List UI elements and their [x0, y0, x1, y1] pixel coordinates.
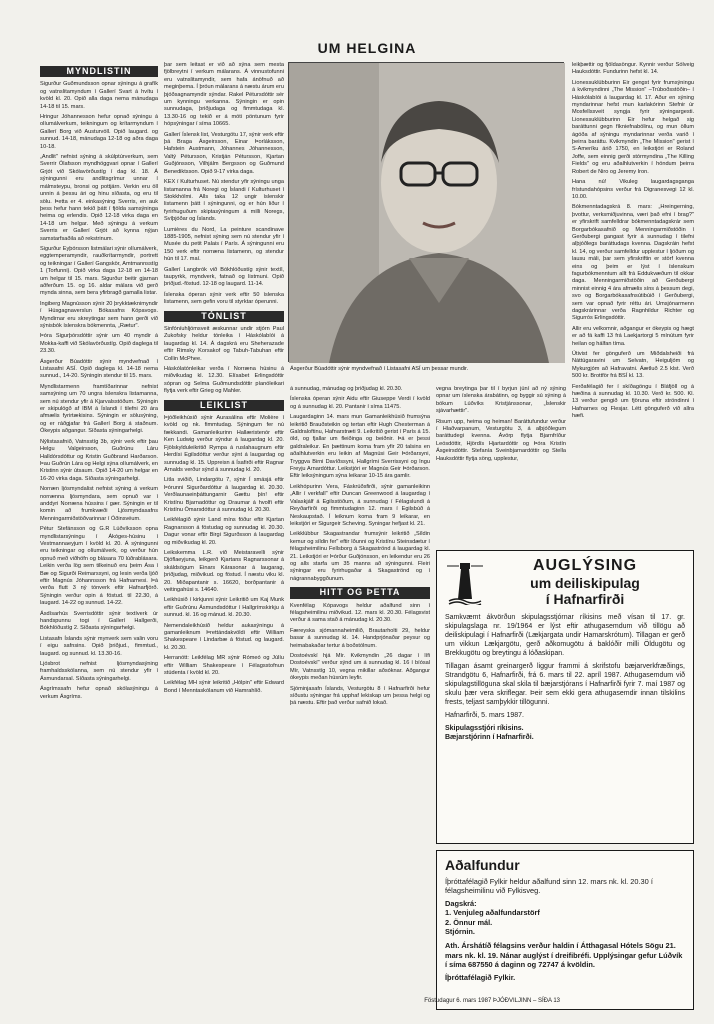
ad2-sign: Stjórnin.: [445, 927, 475, 937]
article-paragraph: leikþættir og fjöldasöngur. Kynnir verður Sólveig Hauksdóttir. Fundurinn hefst kl. 14.: [572, 62, 694, 76]
ad2-sign2: Íþróttafélagið Fylkir.: [445, 972, 516, 982]
column-2: [164, 62, 284, 1000]
article-paragraph: Nýlistasafnið, Vatnsstíg 3b, sýnir verk eftir þau Helgu Valgeirsson, Guðrúnu Láru Halldórsdóttur og Kristin Guðbrand Harðarson. Þau Guðrún Lára og Helgi sýna olíumálverk, en Kristinn sýnir útsaum. Opið 14-20 um helgar en 16-20 virka daga. Síðasta sýningarhelgi.: [40, 438, 158, 482]
article-paragraph: Risum upp, heima og heiman! Baráttufundur verður í Hlaðvarpanum, Vesturgötu 3, á alþjóðlegum baráttudegi kvenna. Ávörp flytja Bjarnfríður Leósdóttir, Hjördís Hjartardóttir og Þóra Kristín Ásgeirsdóttir. Stefanía Sveinbjarnardóttir og Stella Hauksdóttir flytja söng, upplestur,: [436, 418, 566, 462]
article-paragraph: Leikhúsið í kirkjunni sýnir Leikritið um Kaj Munk eftir Guðrúnu Ásmundsdóttur í Hallgrímskirkju á sunnud. kl. 16 og mánud. kl. 20.30.: [164, 597, 284, 619]
column-1-text: [40, 81, 158, 701]
article-paragraph: Ljósbrot nefnist ljósmyndasýning framhaldsskólanna, sem nú stendur yfir í Ásmundarsal. Síðasta sýningarhelgi.: [40, 661, 158, 682]
article-paragraph: Nemendaleikhúsið heldur aukasýningu á gamanleiknum Þrettándakvöldi eftir William Shakespeare í Lindarbæ á föstud. og laugard. kl. 20.30.: [164, 622, 284, 651]
article-paragraph: Norræn ljósmyndalist nefnist sýning á verkum norrænna ljósmyndara, sem opnuð var í anddyri Norræna hússins í gær. Sýningin er til komin að frumkvæði Ljósmyndasafns Menningarmiðstöðvarinnar í Óðinsvéum.: [40, 486, 158, 522]
ad2-note: Ath. Árshátíð félagsins verður haldin í Átthagasal Hótels Sögu 21. mars nk. kl. 19. Nánar auglýst í dreifibréfi. Upplýsingar gefur Lúðvík í síma 687550 á daginn og 72747 á kvöldin.: [445, 941, 683, 970]
ad-subheading-2: í Hafnarfirði: [545, 591, 625, 607]
article-paragraph: Hana nú! Vikuleg laugardagsganga frístundahópsins verður frá Digranesvegi 12 kl. 10.00.: [572, 179, 694, 200]
article-paragraph: Laugardaginn 14. mars mun Gamanleikhúsið frumsýna leikritið Brauðsteikin og tertan eftir Hugh Chesterman á Galdraloftinu, Hafnarstræti 9. Leikritið gerist í París á 15. öld, og fjallar um fleiðinga og beiðnir. Þá er þessi galdraleikur. En þættinum koma fram yfir 20 talsins en aðalhlutverkin eru leikin af Magnúsi Geir Þórðarsyni, Tryggva Birni Davíðssyni, Hallgrími Sverrissyni og Ingu Freyju Arnardóttur. Leikstjóri er Magnús Geir Þórðarson. Eftir leiksýningum sýna leikarar 10-15 ára gamlir.: [290, 414, 430, 480]
section-heading-hitt-og-thetta: HITT OG ÞETTA: [290, 587, 430, 598]
article-paragraph: Ásgerður Búadóttir sýnir myndvefnað í Listasafni ASÍ. Opið daglega kl. 14-18 nema sunnud., 14-20. Sýningin stendur til 15. mars.: [40, 358, 158, 380]
article-paragraph: Íslenska óperan sýnir verk eftir 50 íslenska listamenn, sem gefin voru til styrktar óperunni.: [164, 291, 284, 306]
article-paragraph: Bókmenntadagskrá 8. mars: „Hreingerning, þvottur, verksmiðjuvinna, væri það efni í brag?" er yfirskrift samfelldrar bókmenntadagskrár sem Borgarbókasafnið og Menningarmiðstöðin í Gerðubergi gangast fyrir á sunnudag í tilefni alþjóðlegs baráttudags kvenna. Dagskráin hefst kl. 14, og verður samfelldur upplestur í ljóðum og lausu máli, þar sem yfirskriftin er störf kvenna eins og þeim er lýst í íslenskum fagurbókmenntum allt frá Eddukvæðum til okkar daga. Menningarmiðstöðin að Gerðubergi minnist einnig 4 ára afmælis síns á þessum degi, svo og Borgarbókasafnsútibúið í Gerðubergi, sem var opnað fyrir réttu ári. Umsjónarmenn dagskrárinnar verða Ragnhildur Richter og Sigurrós Erlingsdóttir.: [572, 204, 694, 322]
advertisement-deiliskipulag: [436, 550, 694, 844]
ad2-agenda-item: 2. Önnur mál.: [445, 917, 493, 927]
article-paragraph: Leikfélagið sýnir Land míns föður eftir Kjartan Ragnarsson á föstudag og sunnudag kl. 20.30. Dagur vonar eftir Birgi Sigurðsson á laugardag og miðvikudag kl. 20.: [164, 517, 284, 546]
column-2-text-tonlist: [164, 326, 284, 396]
article-paragraph: Ásdísarhús Sverrisdóttir sýnir textíverk úr handspunnu togi í Gallerí Hallgerði, Bókhlöðustíg 2. Síðasta sýningarhelgi.: [40, 610, 158, 632]
column-5-text: [572, 62, 694, 421]
column-2-text-leiklist: [164, 415, 284, 695]
article-paragraph: Sigurður Eyþórsson listmálari sýnir olíumálverk, eggtemperamyndir, rauðkrítarmyndir, portrett og teikningar í Gallerí Gangskör, Amtmannsstíg 1 (Torfunni). Opið virka daga 12-18 en 14-18 um helgar til 15. mars. Sigurður beitir gjarnan aðferðum 15. og 16. aldar málara við gerð mynda sinna, sem bera yfirbragð gamalla listar.: [40, 245, 158, 297]
article-paragraph: Leikklúbbur Skagastrandar frumsýnir leikritið „Síldin kemur og síldin fer" eftir Iðunni og Kristínu Steinsdætur í félagsheimilinu Fellsborg á Skagaströnd á laugardag kl. 21. Leikstjóri er Þórður Guðjónsson, en leikendur eru 26 og alls starfa um 35 manns að sýningunni. Fleiri sýningar eru fyrirhugaðar á Skagaströnd og í nágrannabyggðunum.: [290, 531, 430, 582]
column-3: [290, 386, 430, 998]
column-2-text: [164, 62, 284, 307]
article-paragraph: Sjóminjasafn Íslands, Vesturgötu 8 í Hafnarfirði hefur síðustu sýningar frá upphaf lekiskap um þessa helgi og þá næstu. Eftir það verður safnið lokað.: [290, 685, 430, 707]
article-paragraph: KEX í Kulturhuset. Nú stendur yfir sýningu unga listamanna frá Noregi og Íslandi í Kulturhuset í Stokkhólmi. Alls taka 12 ungir íslenskir listamenn þátt í sýningunni, og er hún liður í fyrirhuguðum skiptasýningum á milli Noregs, Svíþjóðar og Íslands.: [164, 179, 284, 223]
ad-subheading-1: um deiliskipulag: [530, 575, 640, 591]
portrait-illustration: [289, 63, 565, 363]
article-paragraph: „Andlit" nefnist sýning á skúlptúrverkum, sem Sverrir Ólafsson myndhöggvari opnar í Gallerí Grjót við Skólavörðustíg í dag kl. 18. Á sýningunni eru andlitsgrímur unnar í málmsteypu, bronsi og pottjárn. Verkin eru öll unnin á þessu ári og hinu síðasta, og eru til sölu. Þetta er 4. einkasýning Sverris, en auk þess hefur hann tekið þátt í fjölda samsýninga heima og erlendis. Opið 12-18 virka daga en 14-18 um helgar. Með sýningu á verkum Sverris er Gallerí Grjót að kynna nýjan samstarfsaðila að rekstrinum.: [40, 154, 158, 242]
article-paragraph: Myndlistarmenn framtíðarinnar nefnist samsýning um 70 ungra íslenskra listamanna, sem nú stendur yfir á Kjarvalsstöðum. Sýningin er skipulögð af IBM á Íslandi í tilefni 20 ára afmælis fyrirtækisins. Sýningin er sölusýning, og er ráðgjafar frá Gallerí Borg á staðnum. Ókeypis aðgangur. Síðasta sýningarhelgi.: [40, 383, 158, 435]
article-paragraph: Sinfóníuhljómsveit æskunnar undir stjórn Paul Zukofsky heldur tónleika í Háskólabíói á laugardag kl. 14. Á dagskrá eru Sheherazade eftir Rimsky Korsakof og Tabuh-Tabuhan eftir Collin McPhee.: [164, 326, 284, 362]
portrait-photo: [288, 62, 564, 362]
article-paragraph: Hringur Jóhannesson hefur opnað sýningu á olíumálverkum, teikningum og krítarmyndum í Gallerí Borg við Austurvöll. Opið laugard. og sunnud. 14-18, mánudaga 12-18 og aðra daga 10-18.: [40, 114, 158, 150]
ad-heading: AUGLÝSING: [532, 557, 638, 574]
section-heading-tonlist: TÓNLIST: [164, 311, 284, 322]
ad-signature: Bæjarstjórinn í Hafnarfirði.: [445, 734, 534, 741]
article-paragraph: Leikskemma L.R. við Meistaravelli sýnir Djöflaeyjuna, leikgerð Kjartans Ragnarssonar á skáldsögum Einars Kárasonar á laugarag, þriðjudag, miðvikud. og föstud. Í næstu viku kl. 20. Miðapantanir s. 16620, borðpantanir á veitingahúsi s. 14640.: [164, 549, 284, 593]
ad2-heading: Aðalfundur: [445, 857, 520, 873]
article-paragraph: Útivist fer gönguferð um Miðdalsheiði frá Náttúgaravini um Selvatn, Heiguljóm og Mykurgjóm að Hafravatni. Áætluð 2.5 klst. Verð 500 kr. Brottför frá BSÍ kl. 13.: [572, 351, 694, 380]
article-paragraph: Þóra Sigurþórsdóttir sýnir um 40 myndir á Mokka-kaffi við Skólavörðustíg. Opið daglega til 23.30.: [40, 333, 158, 355]
ad-paragraph: Tillagan ásamt greinargerð liggur frammi á skrifstofu bæjarverkfræðings, Strandgötu 6, Hafnarfirði, frá 6. mars til 22. apríl 1987. Athugasemdum við skipulagstillöguna skal skila til bæjarstjórans í Hafnarfirði fyrir 7. maí 1987 og skulu þær vera skriflegar. Þeir sem ekki gera athugasemdir innan tilskilins frests, teljast samþykkir tillögunni.: [445, 663, 685, 706]
ad-paragraph: Hafnarfirði, 5. mars 1987.: [445, 712, 524, 719]
ad-paragraph: Samkvæmt ákvörðun skipulagsstjórnar ríkisins með vísan til 17. gr. skipulagslaga nr. 19/1964 er lýst eftir athugasemdum við tillögu að deiliskipulagi í Hafnarfirði (Lækjargata undir Hamarskrótum). Tillagan er gerð um vikkun Lækjargötu, gerð aðkomugötu á baklóðir milli Öldugötu og Brekkugötu og breytingu á lóðaskipan.: [445, 614, 685, 657]
lighthouse-icon: [447, 559, 483, 605]
article-paragraph: Lumières du Nord, La peinture scandinave 1885-1905, nefnist sýning sem nú stendur yfir í Musée du petit Palais í París. Á sýningunni eru 150 verk eftir norræna listamenn, og stendur hún til 17. maí.: [164, 226, 284, 263]
article-paragraph: Gallerí Íslensk list, Vesturgötu 17, sýnir verk eftir þá Braga Ásgeirsson, Einar Þorláksson, Hafstein Austmann, Jóhannes Jóhannesson, Valtý Pétursson, Kristján Pétursson, Kjartan Guðjónsson, Vilhjálm Bergsson og Guðmund Benediktsson. Opið 9-17 virka daga.: [164, 131, 284, 175]
article-paragraph: Færeyska sjómannaheimilið, Brautarholti 29, heldur basar á sunnudag kl. 14. Handprjónaðar peysur og heimabakaðar tertur á boðstólnum.: [290, 627, 430, 649]
article-paragraph: Ingiberg Magnússon sýnir 20 þrykktæknimyndir í Húsgagnaverslun Bókasafns Kópavogs. Myndirnar eru skreytingar sem hann gerði við sýnisbók íslenskra bókmennta, „Rætur".: [40, 300, 158, 329]
column-1: [40, 62, 158, 1000]
section-heading-myndlistin: MYNDLISTIN: [40, 66, 158, 77]
article-paragraph: Litla sviðið, Lindargötu 7, sýnir Í smásjá eftir Þórunni Sigurðardóttur á laugardag kl. 20.30. Verðlaunaeinþáttungarnir Gættu þín! eftir Kristínu Bjarnadóttur og Draumar á hvolfi eftir Kristínu Ómarsdóttur á sunnudag kl. 20.30.: [164, 477, 284, 513]
article-paragraph: Gallerí Langbrók við Bókhlöðustíg sýnir textíl, taupyrkk, myndverk, fatnað og listmuni. Opið þriðjud.-föstud. 12-18 og laugard. 11-14.: [164, 266, 284, 288]
article-paragraph: Allir eru velkomnir, aðgangur er ókeypis og hægt er að fá kaffi 13 frá Laekjartorgi 5 mínútum fyrir heilan og hálfan tíma.: [572, 325, 694, 347]
section-heading-leiklist: LEIKLIST: [164, 400, 284, 411]
article-paragraph: Leikhópurinn Vera, Fáskrúðsfirði, sýnir gamanleikinn „Allir í verkfall" eftir Duncan Greenwood á laugardag í Valaskjálf á Egilsstöðum, á sunnudag í Félagslundi á Reyðarfirði og fimmtudaginn 12. mars í Egilsbúð á Neskaupstað. Í leiknum koma fram 9 leikarar, en leikstjóri er Sigurgeir Scheving. Syningar hefjast kl. 21.: [290, 483, 430, 527]
column-4-text: [436, 386, 566, 463]
ad2-agenda-item: 1. Venjuleg aðalfundarstörf: [445, 908, 540, 918]
ad2-intro: Íþróttafélagið Fylkir heldur aðalfund sinn 12. mars nk. kl. 20.30 í félagsheimilinu við Fylkisveg.: [445, 877, 653, 896]
article-paragraph: Háskólatónleikar verða í Norræna húsinu á miðvikudag kl. 12.30. Elísabet Erlingsdóttir sópran og Selma Guðmundsdóttir píanóleikari flytja verk eftir Grieg og Mahler.: [164, 366, 284, 395]
column-5: [572, 62, 694, 546]
article-paragraph: þar sem leitast er við að sýna sem mesta fjölbreytni í verkum málarans. Á vinnustofunni eru vatnslitamyndir, sem hafa ánöfnuð að meginþema. Í þróun málarans á næstu árum eru þjóðsagnamyndir sýndar. Rakel Pétursdóttir sér um kynningu verkanna. Sýningin er opin sunnudaga, þriðjudaga og fimmtudaga kl. 13.30-16 og tekið er á móti pöntunum fyrir hópsýningar í síma 10665.: [164, 62, 284, 128]
column-3-text-hitt: [290, 603, 430, 708]
article-paragraph: vegna breytinga þar til í byrjun júní að ný sýning opnar um íslenska árabátinn, og byggir sú sýning á bókum Lúðvíks Kristjánssonar, „Íslenskir sjávarhættir".: [436, 386, 566, 415]
column-3-text: [290, 386, 430, 583]
article-paragraph: Listasafn Íslands sýnir mynverk sem valin voru í eigu safnsins. Opið þriðjud., fimmtud., laugard. og sunnud. kl. 13.30-16.: [40, 635, 158, 657]
article-paragraph: Íslenska óperan sýnir Aidu eftir Giuseppe Verdi í kvöld og á sunnudag kl. 20. Pantanir í síma 11475.: [290, 396, 430, 410]
column-4: [436, 386, 566, 546]
article-paragraph: Lionessuklúbburinn Eir gengst fyrir frumsýningu á kvikmyndinni „The Mission" –Trúboðsstöðin– í Háskólabíói á laugardag kl. 17. Aður en sýning myndarinnar hefst mun karlakórinn Stefnir úr Mosfellssveit syngja fyrir sýningargesti. Lionessuklúbburinn Eir hefur helgað sig baráttunni gegn fíkniefnabölinu, og mun öllum ágóða af sýningu myndarinnar verða varið í þeirra baráttu. Kvikmyndin „The Mission" gerist í S-Ameríku árið 1750, en leikstjóri er Roland Joffe, sem einnig gerði stórmyndina „The Killing Fields" og eru aðalhlutverkin í höndum þeirra Robert de Niro og Jeremy Iron.: [572, 79, 694, 175]
article-paragraph: Pétur Stefánsson og G.R Lúðvíksson opna myndlistarsýningu í Ákóges-húsinu í Vestmannaeyjum í kvöld kl. 20. Á sýningunni eru teikningar og olíumálverk, og verður hún opnuð með viðhöfn og blásara 70 lúðrablásara. Leikin verða lög sem tilkeinuð eru þeim Ása í Bæ og Sigurði Reimarssyni, og lesin verða ljóð eftir Magnús Jóhannsson frá Hafnarnesi. Þá verða flutt 3 ný tónverk eftir Hafnarfjörð. Sýningin verður opin á föstud. til 22.30, á laugard. 14-22 og sunnud. 14-22.: [40, 526, 158, 607]
photo-caption: Ásgerður Búadóttir sýnir myndvefnað í Listasafni ASÍ um þessar mundir.: [290, 366, 469, 372]
article-paragraph: Leikfélag MH sýnir leikritið „Hólpin" eftir Edward Bond í Menntaskólanum við Hamrahlíð.: [164, 680, 284, 694]
page-title: UM HELGINA: [317, 40, 417, 56]
ad2-body: [445, 877, 685, 982]
article-paragraph: Ferðafélagið fer í skíðagöngu í Bláfjöll og á hæðina á sunnudag kl. 10.30. Verð kr. 500. Kl. 13 verður gengið um fjöruna eftir ströndinni í Hafnarnes og Flesjar. Létt gönguferð við allra hæfi.: [572, 383, 694, 420]
ad-body: [445, 613, 685, 742]
page-footer: Föstudagur 6. mars 1987 ÞJÓÐVILJINN – SÍÐA 13: [424, 998, 560, 1004]
article-paragraph: Þjóðleikhúsið sýnir Aurasálina eftir Molière í kvöld og nk. fimmtudag. Sýningum fer nú fækkandi. Gamanleikurinn Hallæristenór eftir Ken Ludwig verður sýndur á laugardag kl. 20. Fjölskylduleikritið Rympa á ruslahaugnum eftir Herdísi Egilsdóttur verður sýnt á laugardag og sunnudag kl. 15. Uppreisn á Ísafirði eftir Ragnar Arnalds verður sýnd á sunnudag kl. 20.: [164, 415, 284, 473]
article-paragraph: Dostoévskí hjá Mír. Kvikmyndin „26 dagar í lífi Dostoévskí" verður sýnd um á sunnudag kl. 16 í bíósal Mír, Vatnsstíg 10, vegna mikillar aðsóknar. Aðgangur ókeypis meðan húsrúm leyfir.: [290, 653, 430, 682]
newspaper-page: [40, 40, 694, 1010]
article-paragraph: Kvenfélag Kópavogs heldur aðalfund sinn í félagsheimilinu miðvikud. 12. mars kl. 20.30. Félagsvist verður á sama stað á mánudag kl. 20.30.: [290, 602, 430, 624]
article-paragraph: á sunnudag, mánudag og þriðjudag kl. 20.30.: [290, 386, 403, 392]
article-paragraph: Ásgrímssafn hefur opnað skólasýningu á verkum Ásgríms.: [40, 686, 158, 700]
article-paragraph: Herranótt: Leikfélag MR sýnir Rómeó og Júlíu eftir William Shakespeare í Félagsstofnun stúdenta í kvöld kl. 20.: [164, 655, 284, 677]
ad-signature: Skipulagsstjóri ríkisins.: [445, 725, 524, 732]
ad2-agenda-title: Dagskrá:: [445, 898, 477, 908]
advertisement-adalfundur: [436, 850, 694, 1010]
article-paragraph: Sigurður Guðmundsson opnar sýningu á grafík og vatnslitamyndum í Gallerí Svart á hvítu í kvöld kl. 20. Opið alla daga nema mánudaga 14-18 til 15. mars.: [40, 81, 158, 110]
